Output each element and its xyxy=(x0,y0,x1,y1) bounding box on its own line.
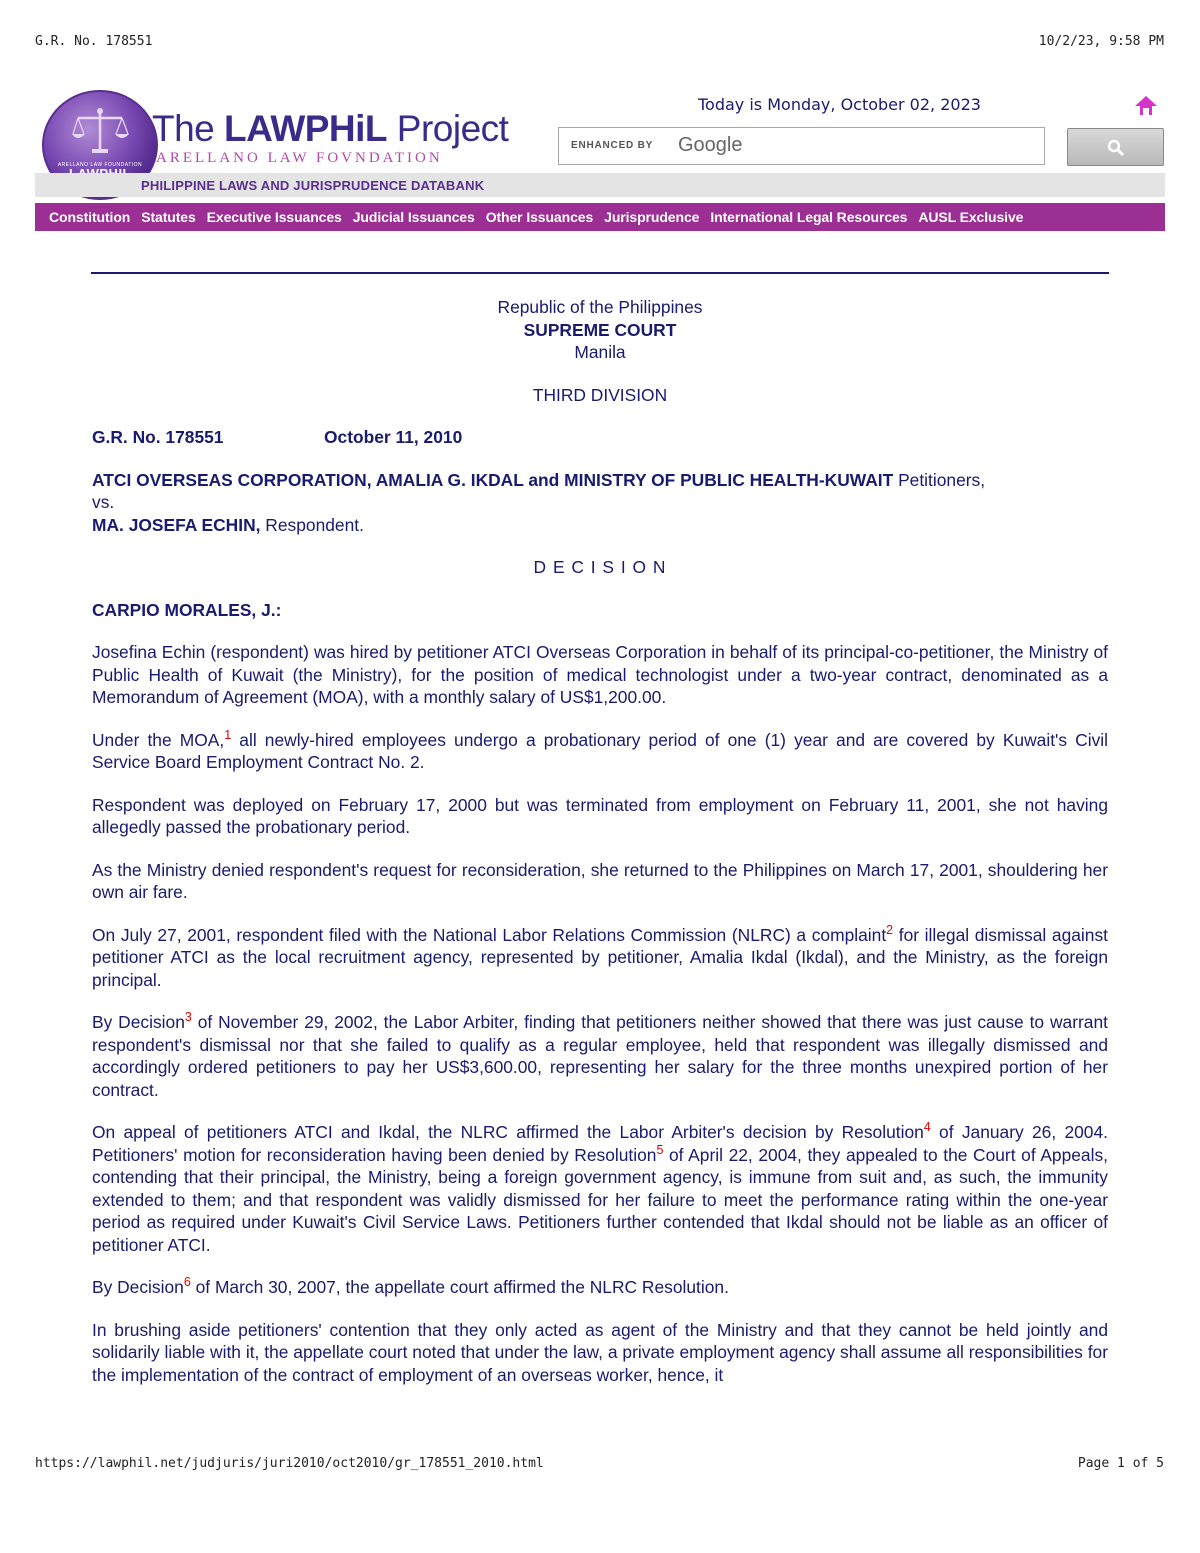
paragraph: Respondent was deployed on February 17, 2000 but was terminated from employment on February 11, 2001, she not having allegedly passed the probationary period. xyxy=(92,794,1108,837)
decision-content xyxy=(92,296,1108,1386)
nav-jurisprudence[interactable]: Jurisprudence xyxy=(604,209,700,225)
main-nav xyxy=(35,203,1165,231)
home-icon[interactable] xyxy=(1133,94,1159,118)
site-title[interactable]: The LAWPHiL Project xyxy=(152,108,509,149)
print-header-title: G.R. No. 178551 xyxy=(35,34,153,49)
site-subtitle: ARELLANO LAW FOVNDATION xyxy=(156,150,443,166)
footnote-link[interactable]: 3 xyxy=(184,1010,192,1025)
gr-number: G.R. No. 178551 xyxy=(92,427,224,447)
nav-ausl-exclusive[interactable]: AUSL Exclusive xyxy=(918,209,1024,225)
footnote-link[interactable]: 4 xyxy=(923,1120,931,1135)
nav-other-issuances[interactable]: Other Issuances xyxy=(485,209,594,225)
paragraph: As the Ministry denied respondent's request for reconsideration, she returned to the Philippines on March 17, 2001, shouldering her own air fare. xyxy=(92,859,1108,902)
paragraph: On appeal of petitioners ATCI and Ikdal, the NLRC affirmed the Labor Arbiter's decision by Resolution$^4$ of January 26, 2004. Petitioners' motion for reconsideration having been denied by Resolution$^5$ of April 22, 2004, they appealed to the Court of Appeals, contending that their principal, the Ministry, being a foreign government agency, is immune from suit and, as such, the immunity extended to them; and that respondent was validly dismissed for her failure to meet the performance rating within the one-year period as required under Kuwait's Civil Service Laws. Petitioners further contended that Ikdal should not be liable as an officer of petitioner ATCI. xyxy=(92,1120,1108,1255)
court-city: Manila xyxy=(574,342,626,362)
division: THIRD DIVISION xyxy=(532,384,668,405)
republic-line: Republic of the Philippines xyxy=(497,297,703,317)
footnote-link[interactable]: 1 xyxy=(224,727,232,742)
decision-heading: D E C I S I O N xyxy=(533,557,667,577)
court-name: SUPREME COURT xyxy=(523,319,677,340)
print-footer-url: https://lawphil.net/judjuris/juri2010/oct2010/gr_178551_2010.html xyxy=(35,1456,544,1471)
search-icon xyxy=(1106,139,1126,157)
nav-international-legal-resources[interactable]: International Legal Resources xyxy=(710,209,908,225)
decision-date: October 11, 2010 xyxy=(324,427,463,447)
google-label: Google xyxy=(678,134,743,156)
nav-judicial-issuances[interactable]: Judicial Issuances xyxy=(352,209,475,225)
ponente: CARPIO MORALES, J.: xyxy=(92,599,282,620)
paragraph: By Decision$^3$ of November 29, 2002, the Labor Arbiter, finding that petitioners neither showed that there was just cause to warrant respondent's dismissal nor that she failed to qualify as a regular employee, held that respondent was illegally dismissed and accordingly ordered petitioners to pay her US$3,600.00, representing her salary for the three months unexpired portion of her contract. xyxy=(92,1010,1108,1100)
paragraph: Josefina Echin (respondent) was hired by petitioner ATCI Overseas Corporation in behalf of its principal-co-petitioner, the Ministry of Public Health of Kuwait (the Ministry), for the position of medical technologist under a two-year contract, denominated as a Memorandum of Agreement (MOA), with a monthly salary of US$1,200.00. xyxy=(92,642,1108,707)
scales-of-justice-icon xyxy=(70,106,130,156)
footnote-link[interactable]: 2 xyxy=(886,922,894,937)
nav-constitution[interactable]: Constitution xyxy=(49,209,131,225)
databank-label: PHILIPPINE LAWS AND JURISPRUDENCE DATABANK xyxy=(141,178,485,193)
print-footer-page: Page 1 of 5 xyxy=(1077,1456,1164,1471)
search-input[interactable] xyxy=(559,128,1044,164)
case-number-line xyxy=(92,426,1108,449)
enhanced-by-label: ENHANCED BY xyxy=(571,140,654,151)
paragraph: In brushing aside petitioners' contention that they only acted as agent of the Ministry and that they cannot be held jointly and solidarily liable with it, the appellate court noted that under the law, a private employment agency shall assume all responsibilities for the implementation of the contract of employment of an overseas worker, hence, it xyxy=(92,1319,1108,1385)
search-button[interactable] xyxy=(1067,128,1164,166)
print-header-datetime: 10/2/23, 9:58 PM xyxy=(1038,34,1164,49)
logo-foundation-text: ARELLANO LAW FOUNDATION xyxy=(57,162,143,168)
footnote-link[interactable]: 5 xyxy=(656,1142,664,1157)
search-field[interactable] xyxy=(558,127,1045,165)
paragraph: Under the MOA,$^1$ all newly-hired employees undergo a probationary period of one (1) year and are covered by Kuwait's Civil Service Board Employment Contract No. 2. xyxy=(92,727,1109,772)
paragraph: On July 27, 2001, respondent filed with the National Labor Relations Commission (NLRC) a complaint$^2$ for illegal dismissal against petitioner ATCI as the local recruitment agency, represented by petitioner, Amalia Ikdal (Ikdal), and the Ministry, as the foreign principal. xyxy=(92,922,1108,990)
nav-statutes[interactable]: Statutes xyxy=(141,209,196,225)
paragraph: By Decision$^6$ of March 30, 2007, the appellate court affirmed the NLRC Resolution. xyxy=(92,1275,729,1297)
parties: ATCI OVERSEAS CORPORATION, AMALIA G. IKDAL and MINISTRY OF PUBLIC HEALTH-KUWAIT Petitioners, vs. MA. JOSEFA ECHIN, Respondent. xyxy=(92,469,986,535)
divider xyxy=(91,272,1109,274)
today-date: Today is Monday, October 02, 2023 xyxy=(698,95,981,114)
nav-executive-issuances[interactable]: Executive Issuances xyxy=(206,209,342,225)
footnote-link[interactable]: 6 xyxy=(183,1275,191,1290)
